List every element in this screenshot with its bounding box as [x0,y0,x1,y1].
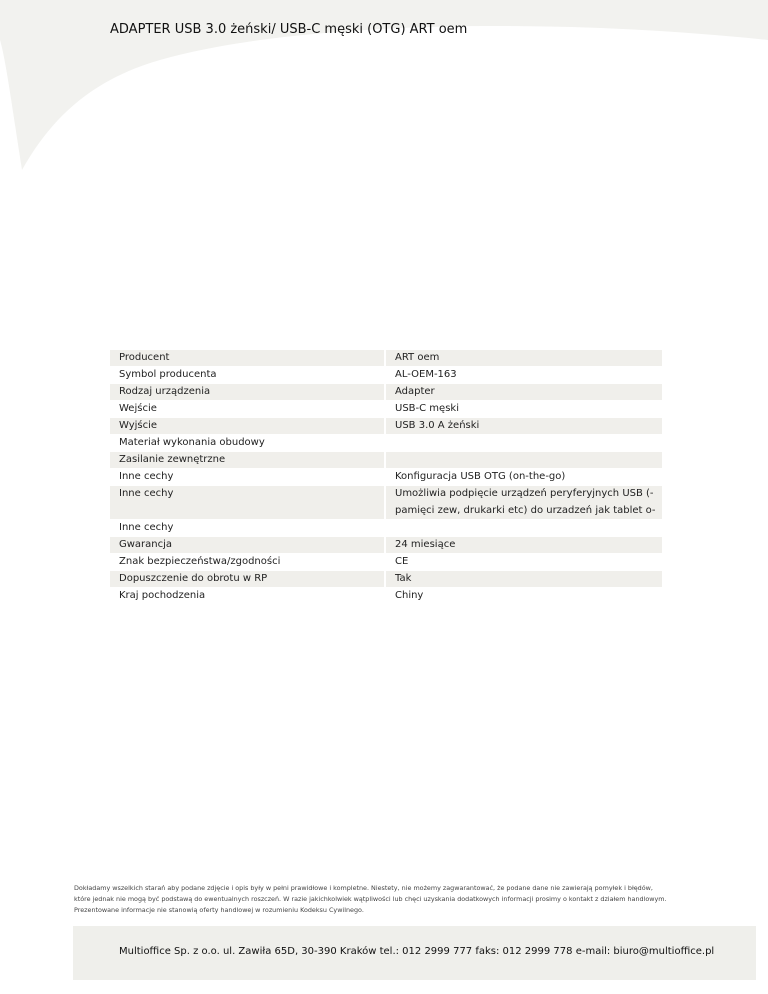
spec-label: Wyjście [110,418,384,434]
disclaimer-line: które jednak nie mogą być podstawą do ewentualnych roszczeń. W razie jakichkolwiek wątpliwości lub chęci uzyskania dodatkowych informacji prosimy o kontakt z działem handlowym. [74,895,667,903]
footer-contact-text: Multioffice Sp. z o.o. ul. Zawiła 65D, 30-390 Kraków tel.: 012 2999 777 faks: 012 2999 778 e-mail: biuro@multioffice.pl [119,946,715,957]
spec-row [110,401,662,417]
spec-value [386,435,662,451]
spec-value [386,452,662,468]
spec-row [110,486,662,519]
disclaimer-line: Dokładamy wszelkich starań aby podane zdjęcie i opis były w pełni prawidłowe i kompletne. Niestety, nie możemy zagwarantować, że podane dane nie zawierają pomyłek i błędów, [74,884,653,892]
spec-value: 24 miesiące [386,537,662,553]
spec-row [110,350,662,366]
spec-value: USB-C męski [395,403,459,414]
spec-row [110,435,662,451]
document-title: ADAPTER USB 3.0 żeński/ USB-C męski (OTG) ART oem [110,22,468,37]
spec-row [110,537,662,553]
spec-row [110,571,662,587]
spec-value: Chiny [395,590,424,601]
footer-contact-box [73,926,756,980]
spec-value [386,520,662,536]
spec-label: Inne cechy [119,471,174,482]
spec-label: Wejście [119,403,157,414]
spec-value: AL-OEM-163 [395,369,457,380]
spec-row [110,384,662,400]
spec-label: Inne cechy [119,522,174,533]
spec-label: Producent [110,350,384,366]
spec-label: Rodzaj urządzenia [110,384,384,400]
spec-value: Umożliwia podpięcie urządzeń peryferyjnych USB (-pamięci zew, drukarki etc) do urzadzeń jak tablet o- [386,486,662,519]
spec-row [110,452,662,468]
spec-row [110,554,662,570]
spec-table [110,350,662,605]
spec-value: Tak [386,571,662,587]
spec-value: CE [395,556,409,567]
spec-value: Adapter [386,384,662,400]
spec-label: Symbol producenta [119,369,217,380]
spec-label: Kraj pochodzenia [119,590,206,601]
spec-label: Materiał wykonania obudowy [119,437,265,448]
spec-label: Inne cechy [110,486,384,519]
disclaimer [74,883,714,916]
spec-label: Gwarancja [110,537,384,553]
spec-row [110,367,662,383]
spec-value: Konfiguracja USB OTG (on-the-go) [395,471,566,482]
spec-row [110,469,662,485]
spec-row [110,418,662,434]
spec-row [110,520,662,536]
spec-row [110,588,662,604]
spec-value: USB 3.0 A żeński [386,418,662,434]
spec-label: Dopuszczenie do obrotu w RP [110,571,384,587]
spec-value: ART oem [386,350,662,366]
disclaimer-line: Prezentowane informacje nie stanowią oferty handlowej w rozumieniu Kodeksu Cywilnego. [74,906,364,914]
spec-label: Zasilanie zewnętrzne [110,452,384,468]
spec-label: Znak bezpieczeństwa/zgodności [119,556,281,567]
